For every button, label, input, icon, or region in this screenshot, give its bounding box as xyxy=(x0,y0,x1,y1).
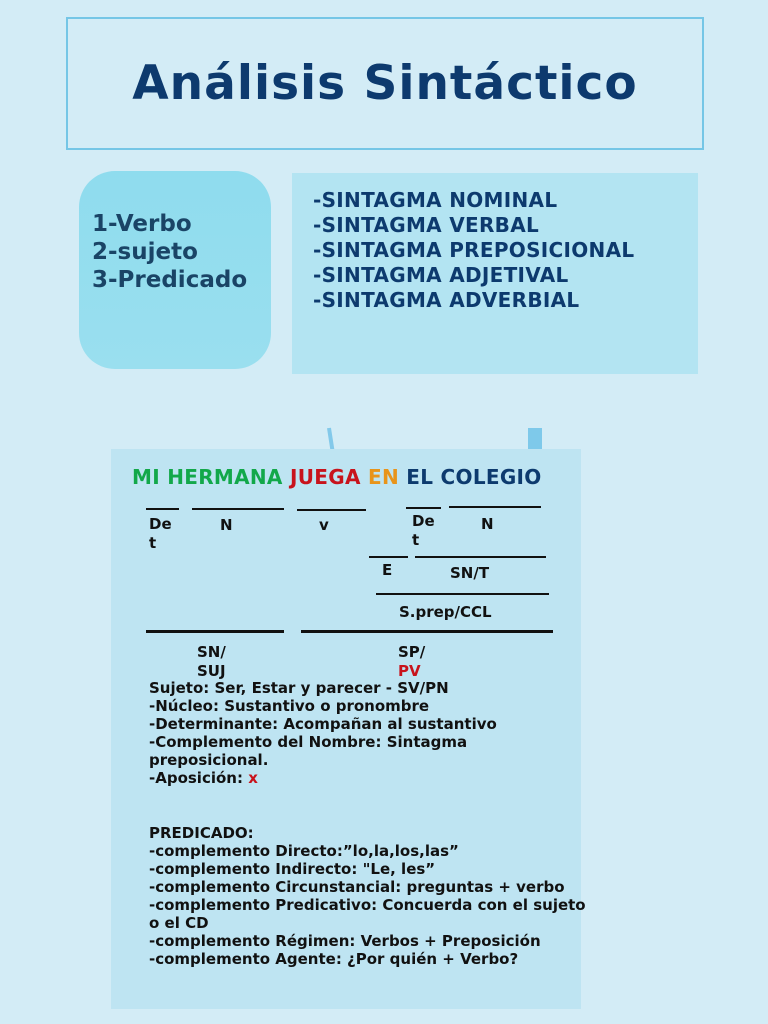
example-sentence xyxy=(132,465,542,489)
predicado-item: -complemento Régimen: Verbos + Preposición xyxy=(149,932,541,950)
parts-item-predicado: 3-Predicado xyxy=(92,267,248,293)
label-n-2: N xyxy=(481,515,494,533)
label-det-2: De t xyxy=(412,512,435,549)
sintagma-verbal: -SINTAGMA VERBAL xyxy=(313,213,540,237)
label-snt: SN/T xyxy=(450,564,490,582)
line-e xyxy=(369,556,408,558)
note-nucleo: -Núcleo: Sustantivo o pronombre xyxy=(149,697,430,715)
page-title: Análisis Sintáctico xyxy=(132,56,638,111)
line-v xyxy=(297,509,366,511)
note-complemento-nombre: -Complemento del Nombre: Sintagma preposicional. xyxy=(149,733,468,769)
line-det-2 xyxy=(406,507,441,509)
label-v: v xyxy=(319,516,329,534)
line-sp-pv xyxy=(301,630,553,633)
label-det-1: De t xyxy=(149,515,172,552)
label-sp-pv: SP/ PV xyxy=(398,643,426,680)
predicado-item: -complemento Directo:”lo,la,los,las” xyxy=(149,842,459,860)
parts-item-sujeto: 2-sujeto xyxy=(92,239,198,265)
predicado-item: -complemento Agente: ¿Por quién + Verbo? xyxy=(149,950,519,968)
word-en: EN xyxy=(368,465,400,489)
note-determinante: -Determinante: Acompañan al sustantivo xyxy=(149,715,497,733)
line-sprep xyxy=(376,593,549,595)
label-sprep: S.prep/CCL xyxy=(399,603,492,621)
predicado-title: PREDICADO: xyxy=(149,824,254,842)
line-n-2 xyxy=(449,506,541,508)
word-juega: JUEGA xyxy=(289,465,361,489)
title-box xyxy=(66,17,704,150)
notes-text xyxy=(149,679,589,968)
label-e: E xyxy=(382,561,393,579)
note-sujeto: Sujeto: Ser, Estar y parecer - SV/PN xyxy=(149,679,449,697)
predicado-item: -complemento Circunstancial: preguntas + verbo xyxy=(149,878,565,896)
predicado-item: -complemento Predicativo: Concuerda con el sujeto o el CD xyxy=(149,896,586,932)
line-snt xyxy=(415,556,546,558)
sintagma-preposicional: -SINTAGMA PREPOSICIONAL xyxy=(313,238,635,262)
line-sn-suj xyxy=(146,630,284,633)
parts-list xyxy=(92,210,247,294)
sintagma-adjetival: -SINTAGMA ADJETIVAL xyxy=(313,263,569,287)
word-el-colegio: EL COLEGIO xyxy=(406,465,542,489)
note-aposicion: -Aposición: x xyxy=(149,769,258,787)
aposicion-mark: x xyxy=(248,769,258,787)
parts-item-verbo: 1-Verbo xyxy=(92,211,192,237)
label-n-1: N xyxy=(220,516,233,534)
word-mi-hermana: MI HERMANA xyxy=(132,465,283,489)
line-n-1 xyxy=(192,508,284,510)
label-sn-suj: SN/ SUJ xyxy=(197,643,226,680)
sintagma-nominal: -SINTAGMA NOMINAL xyxy=(313,188,558,212)
sintagma-adverbial: -SINTAGMA ADVERBIAL xyxy=(313,288,580,312)
sintagmas-list xyxy=(313,188,634,313)
predicado-item: -complemento Indirecto: "Le, les” xyxy=(149,860,436,878)
line-det-1 xyxy=(146,508,179,510)
